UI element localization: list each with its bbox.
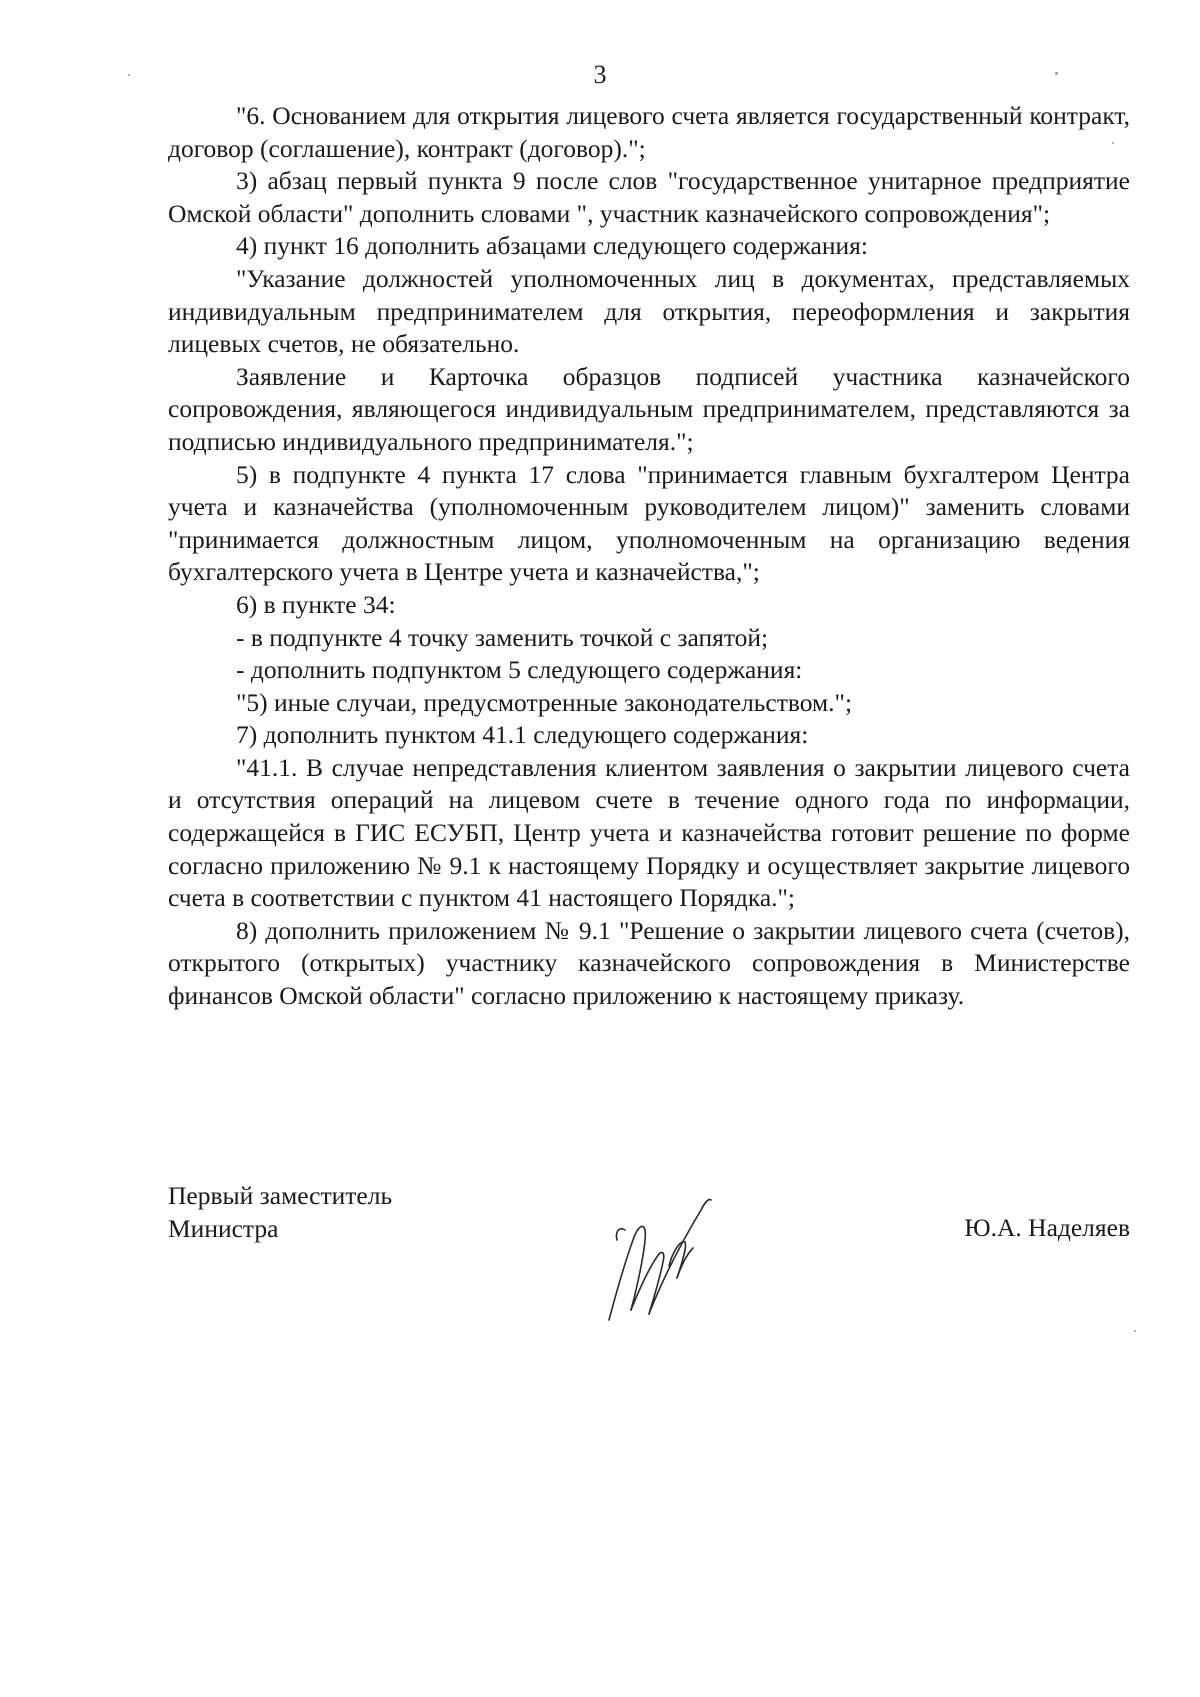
paragraph-2: 3) абзац первый пункта 9 после слов "государственное унитарное предприятие Омской области" дополнить словами ", участник казначейского сопровождения";: [168, 166, 1130, 228]
scan-speck: [128, 74, 130, 76]
signatory-name: Ю.А. Наделяев: [964, 1213, 1130, 1242]
paragraph-11: 7) дополнить пунктом 41.1 следующего содержания:: [236, 720, 809, 750]
paragraph-7: 6) в пункте 34:: [236, 589, 396, 619]
signatory-position-line2: Министра: [168, 1213, 279, 1243]
paragraph-13: 8) дополнить приложением № 9.1 "Решение о закрытии лицевого счета (счетов), открытого (открытых) участнику казначейского сопровождения в Министерстве финансов Омской области" согласно приложению к настоящему приказу.: [168, 915, 1130, 1011]
scan-speck: [1134, 1330, 1136, 1332]
signatory-position-line1: Первый заместитель: [168, 1181, 393, 1210]
paragraph-5: Заявление и Карточка образцов подписей участника казначейского сопровождения, являющегося индивидуальным предпринимателем, представляются за подписью индивидуального предпринимателя.";: [168, 361, 1130, 456]
document-body: [168, 100, 1130, 1013]
signature-block: [168, 1180, 1130, 1330]
scan-speck: [1055, 72, 1058, 75]
signatory-position: [168, 1180, 392, 1245]
paragraph-10: "5) иные случаи, предусмотренные законодательством.";: [236, 687, 853, 717]
scan-speck: [1112, 142, 1114, 144]
page-number: 3: [593, 60, 607, 89]
paragraph-1: "6. Основанием для открытия лицевого счета является государственный контракт, договор (соглашение), контракт (договор).";: [168, 101, 1130, 163]
paragraph-4: "Указание должностей уполномоченных лиц в документах, представляемых индивидуальным предпринимателем для открытия, переоформления и закрытия лицевых счетов, не обязательно.: [168, 263, 1130, 359]
paragraph-12: "41.1. В случае непредставления клиентом заявления о закрытии лицевого счета и отсутствия операций на лицевом счете в течение одного года по информации, содержащейся в ГИС ЕСУБП, Центр учета и казначейства готовит решение по форме согласно приложению № 9.1 к настоящему Порядку и осуществляет закрытие лицевого счета в соответствии с пунктом 41 настоящего Порядка.";: [168, 752, 1130, 913]
paragraph-8: - в подпункте 4 точку заменить точкой с запятой;: [236, 622, 769, 652]
handwritten-signature-icon: [573, 1170, 743, 1340]
paragraph-3: 4) пункт 16 дополнить абзацами следующего содержания:: [236, 231, 868, 261]
paragraph-9: - дополнить подпунктом 5 следующего содержания:: [236, 655, 803, 685]
paragraph-6: 5) в подпункте 4 пункта 17 слова "принимается главным бухгалтером Центра учета и казначейства (уполномоченным руководителем лицом)" заменить словами "принимается должностным лицом, уполномоченным на организацию ведения бухгалтерского учета в Центре учета и казначейства,";: [168, 459, 1130, 587]
